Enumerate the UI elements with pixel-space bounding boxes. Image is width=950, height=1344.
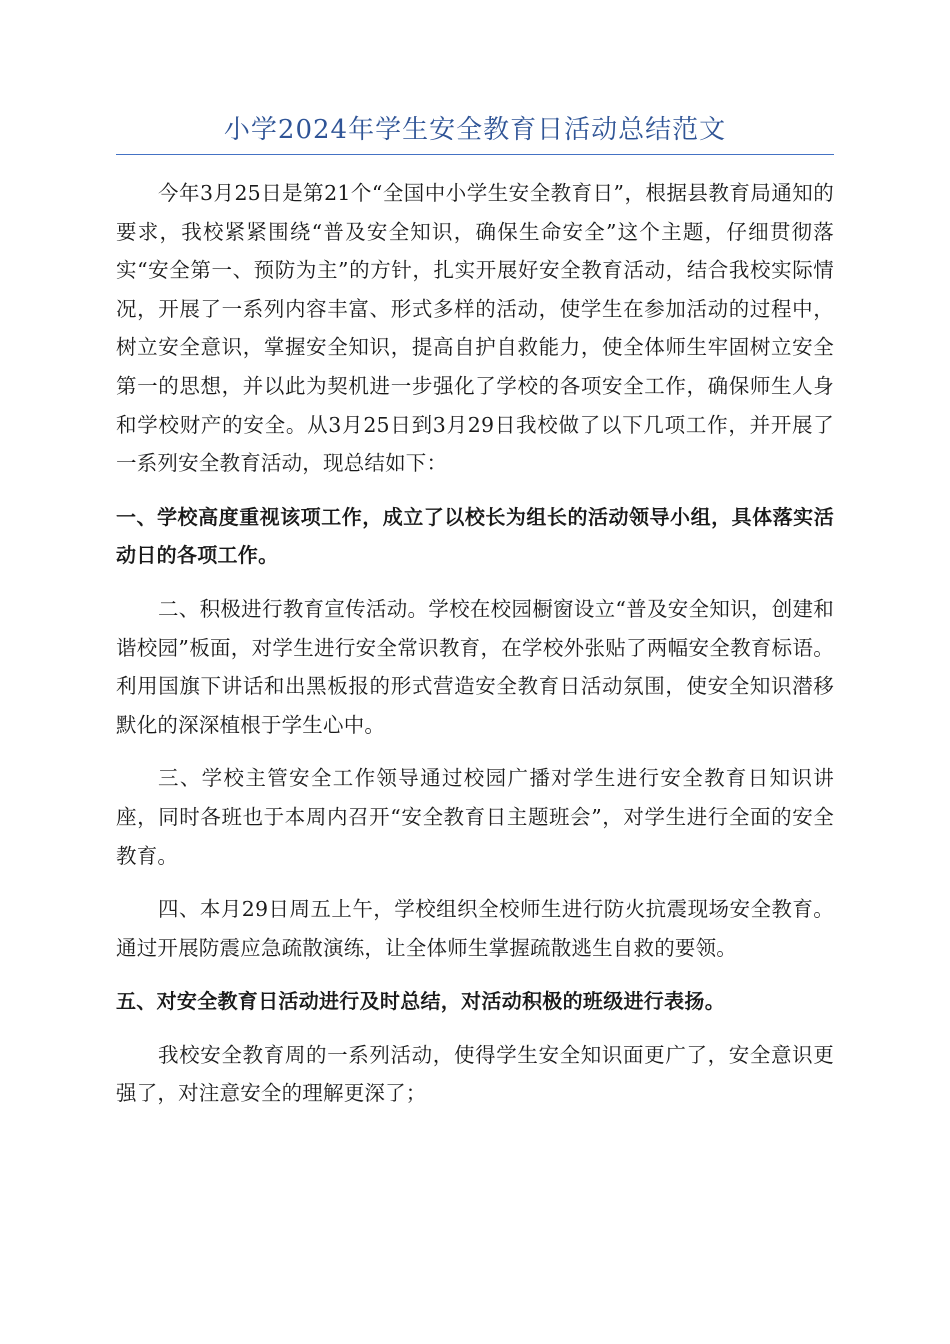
section-heading-1: 一、学校高度重视该项工作，成立了以校长为组长的活动领导小组，具体落实活动日的各项工作。 (116, 504, 834, 568)
title-underline (116, 154, 834, 155)
intro-paragraph: 今年3月25日是第21个“全国中小学生安全教育日”，根据县教育局通知的要求，我校紧紧围绕“普及安全知识，确保生命安全”这个主题，仔细贯彻落实“安全第一、预防为主”的方针，扎实开展好安全教育活动，结合我校实际情况，开展了一系列内容丰富、形式多样的活动，使学生在参加活动的过程中，树立安全意识，掌握安全知识，提高自护自救能力，使全体师生牢固树立安全第一的思想，并以此为契机进一步强化了学校的各项安全工作，确保师生人身和学校财产的安全。从3月25日到3月29日我校做了以下几项工作，并开展了一系列安全教育活动，现总结如下： (116, 181, 834, 476)
section-paragraph-3: 三、学校主管安全工作领导通过校园广播对学生进行安全教育日知识讲座，同时各班也于本周内召开“安全教育日主题班会”，对学生进行全面的安全教育。 (116, 766, 834, 868)
section-paragraph-2: 二、积极进行教育宣传活动。学校在校园橱窗设立“普及安全知识，创建和谐校园”板面，对学生进行安全常识教育，在学校外张贴了两幅安全教育标语。利用国旗下讲话和出黑板报的形式营造安全教育日活动氛围，使安全知识潜移默化的深深植根于学生心中。 (116, 596, 834, 737)
document-title: 小学2024年学生安全教育日活动总结范文 (223, 115, 727, 145)
document-body (116, 174, 834, 1113)
closing-paragraph: 我校安全教育周的一系列活动，使得学生安全知识面更广了，安全意识更强了，对注意安全的理解更深了； (116, 1042, 834, 1106)
section-paragraph-4: 四、本月29日周五上午，学校组织全校师生进行防火抗震现场安全教育。通过开展防震应急疏散演练，让全体师生掌握疏散逃生自救的要领。 (116, 897, 834, 960)
section-heading-5: 五、对安全教育日活动进行及时总结，对活动积极的班级进行表扬。 (116, 989, 725, 1014)
